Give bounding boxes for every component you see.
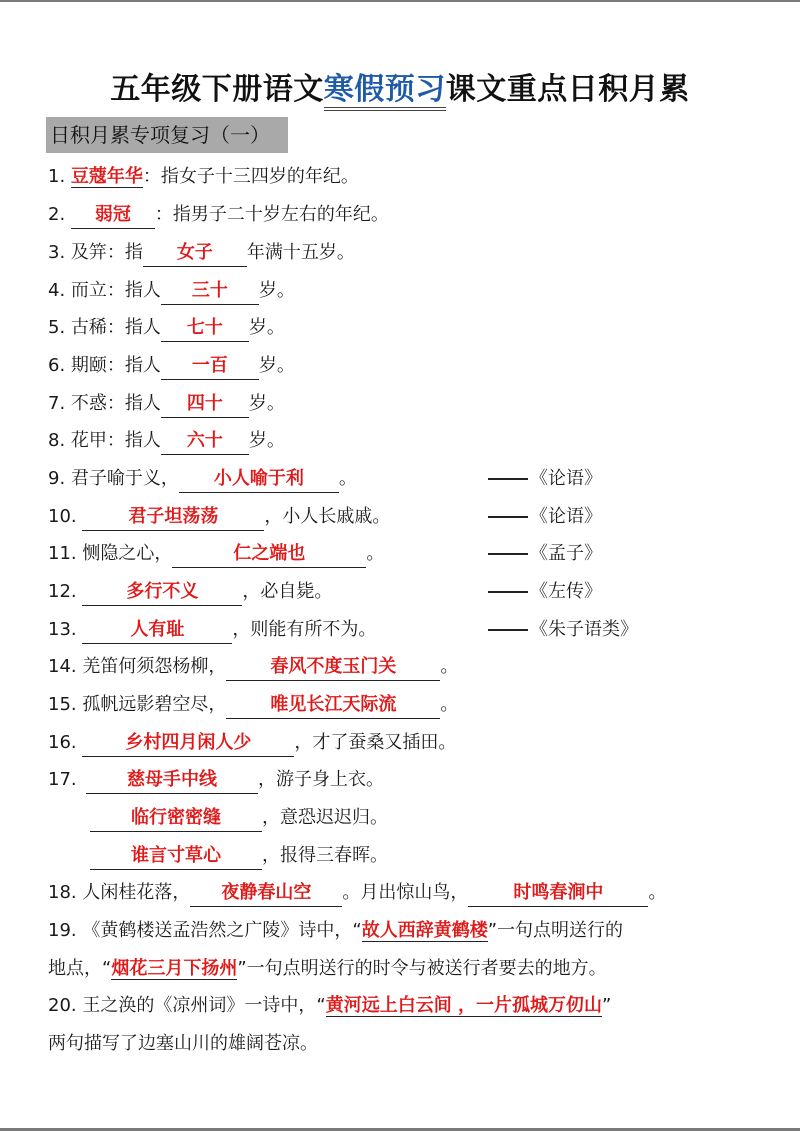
answer-blank: 时鸣春涧中 (468, 880, 648, 907)
dash (488, 591, 528, 593)
item-number: 20. (48, 995, 77, 1016)
item-text: ，游子身上衣。 (258, 769, 384, 790)
item-number: 16. (48, 732, 77, 753)
page-top-border (0, 0, 800, 2)
item-text: ，意恐迟迟归。 (262, 807, 388, 828)
item-text: ，必自毙。 (242, 581, 333, 602)
item-number: 14. (48, 656, 77, 677)
answer-blank: 唯见长江天际流 (226, 692, 440, 719)
answer-blank: 女子 (143, 240, 247, 267)
answer-blank: 仁之端也 (172, 541, 366, 568)
item-1 (48, 162, 359, 192)
item-text: 及笄：指 (70, 242, 143, 263)
answer-blank: 夜静春山空 (190, 880, 342, 907)
item-19-line-2 (48, 954, 607, 984)
item-text: 花甲：指人 (70, 430, 161, 451)
answer-blank: 人有耻 (82, 617, 232, 644)
source-12 (488, 577, 602, 607)
item-4 (48, 276, 295, 306)
item-2 (48, 200, 389, 230)
item-number: 13. (48, 619, 77, 640)
item-number: 8. (48, 430, 66, 451)
item-17-line-1 (48, 765, 384, 795)
source-10 (488, 502, 602, 532)
item-number: 4. (48, 280, 66, 301)
answer-blank: 四十 (161, 391, 249, 418)
item-text: ，报得三春晖。 (262, 845, 388, 866)
item-text: 人闲桂花落， (82, 882, 191, 903)
item-15 (48, 690, 458, 720)
item-number: 1. (48, 166, 66, 187)
answer-blank: 君子坦荡荡 (82, 504, 264, 531)
item-12 (48, 577, 332, 607)
item-text: ”一句点明送行的时令与被送行者要去的地方。 (237, 958, 607, 979)
answer-blank: 小人喻于利 (179, 466, 339, 493)
item-text: 《黄鹤楼送孟浩然之广陵》诗中，“ (82, 920, 362, 941)
item-10 (48, 502, 390, 532)
item-text: 恻隐之心， (82, 543, 173, 564)
item-13 (48, 615, 376, 645)
item-text: 岁。 (248, 317, 285, 338)
item-text: 。 (338, 468, 357, 489)
source-13 (488, 615, 638, 645)
dash (488, 516, 528, 518)
item-text: ：指男子二十岁左右的年纪。 (154, 204, 389, 225)
item-text: ” (601, 995, 612, 1016)
item-17-line-2 (90, 803, 388, 833)
title-prefix: 五年级下册语文 (110, 72, 324, 107)
item-text: ，则能有所不为。 (232, 619, 377, 640)
item-number: 15. (48, 694, 77, 715)
answer-blank: 乡村四月闲人少 (82, 730, 294, 757)
section-heading: 日积月累专项复习（一） (46, 117, 288, 153)
source-title: 《左传》 (530, 581, 602, 602)
item-text: 君子喻于义， (70, 468, 179, 489)
item-14 (48, 652, 458, 682)
source-title: 《论语》 (530, 468, 602, 489)
item-8 (48, 426, 285, 456)
item-number: 17. (48, 769, 77, 790)
item-text: 。月出惊山鸟， (342, 882, 469, 903)
item-number: 11. (48, 543, 77, 564)
answer-blank: 春风不度玉门关 (226, 654, 440, 681)
item-text: 王之涣的《凉州词》一诗中，“ (82, 995, 326, 1016)
source-title: 《孟子》 (530, 543, 602, 564)
item-17-line-3 (90, 841, 388, 871)
item-text: 而立：指人 (70, 280, 161, 301)
title-highlight: 寒假预习 (324, 72, 446, 111)
item-number: 3. (48, 242, 66, 263)
item-text: 岁。 (248, 430, 285, 451)
item-9 (48, 464, 357, 494)
item-number: 10. (48, 506, 77, 527)
item-text: ：指女子十三四岁的年纪。 (142, 166, 359, 187)
item-11 (48, 539, 384, 569)
item-text: 孤帆远影碧空尽， (82, 694, 227, 715)
item-text: 年满十五岁。 (246, 242, 355, 263)
item-text: 。 (366, 543, 385, 564)
source-11 (488, 539, 602, 569)
item-text: 。 (440, 694, 459, 715)
answer-blank: 一百 (161, 353, 259, 380)
item-20-line-2 (48, 1029, 318, 1059)
item-text: ”一句点明送行的 (487, 920, 624, 941)
item-20-line-1 (48, 991, 611, 1021)
page-title (0, 64, 800, 108)
item-5 (48, 313, 285, 343)
item-text: 岁。 (258, 280, 295, 301)
item-text: ，才了蚕桑又插田。 (294, 732, 457, 753)
item-text: 岁。 (248, 393, 285, 414)
item-3 (48, 238, 355, 268)
answer-blank: 七十 (161, 315, 249, 342)
answer: 黄河远上白云间 ，一片孤城万仞山 (325, 995, 602, 1016)
answer-blank: 弱冠 (71, 202, 155, 229)
item-19-line-1 (48, 916, 623, 946)
dash (488, 553, 528, 555)
item-number: 2. (48, 204, 66, 225)
item-16 (48, 728, 456, 758)
item-number: 5. (48, 317, 66, 338)
source-9 (488, 464, 602, 494)
answer: 豆蔻年华 (70, 166, 143, 187)
answer-blank: 临行密密缝 (90, 805, 262, 832)
item-text: 羌笛何须怨杨柳， (82, 656, 227, 677)
item-text: 。 (648, 882, 667, 903)
title-suffix: 课文重点日积月累 (445, 72, 690, 107)
source-title: 《朱子语类》 (530, 619, 638, 640)
answer: 烟花三月下扬州 (111, 958, 238, 979)
item-18 (48, 878, 666, 908)
answer-blank: 慈母手中线 (86, 767, 258, 794)
answer-blank: 多行不义 (82, 579, 242, 606)
dash (488, 629, 528, 631)
item-number: 18. (48, 882, 77, 903)
item-number: 12. (48, 581, 77, 602)
item-text: 不惑：指人 (70, 393, 161, 414)
dash (488, 478, 528, 480)
item-number: 19. (48, 920, 77, 941)
item-text: 两句描写了边塞山川的雄阔苍凉。 (48, 1033, 318, 1054)
item-6 (48, 351, 295, 381)
item-text: 。 (440, 656, 459, 677)
answer-blank: 三十 (161, 278, 259, 305)
answer-blank: 六十 (161, 428, 249, 455)
item-text: 古稀：指人 (70, 317, 161, 338)
item-text: ，小人长戚戚。 (264, 506, 391, 527)
source-title: 《论语》 (530, 506, 602, 527)
item-7 (48, 389, 285, 419)
item-text: 岁。 (258, 355, 295, 376)
item-text: 期颐：指人 (70, 355, 161, 376)
item-number: 7. (48, 393, 66, 414)
answer-blank: 谁言寸草心 (90, 843, 262, 870)
item-text: 地点，“ (48, 958, 112, 979)
item-number: 6. (48, 355, 66, 376)
answer: 故人西辞黄鹤楼 (361, 920, 488, 941)
item-number: 9. (48, 468, 66, 489)
